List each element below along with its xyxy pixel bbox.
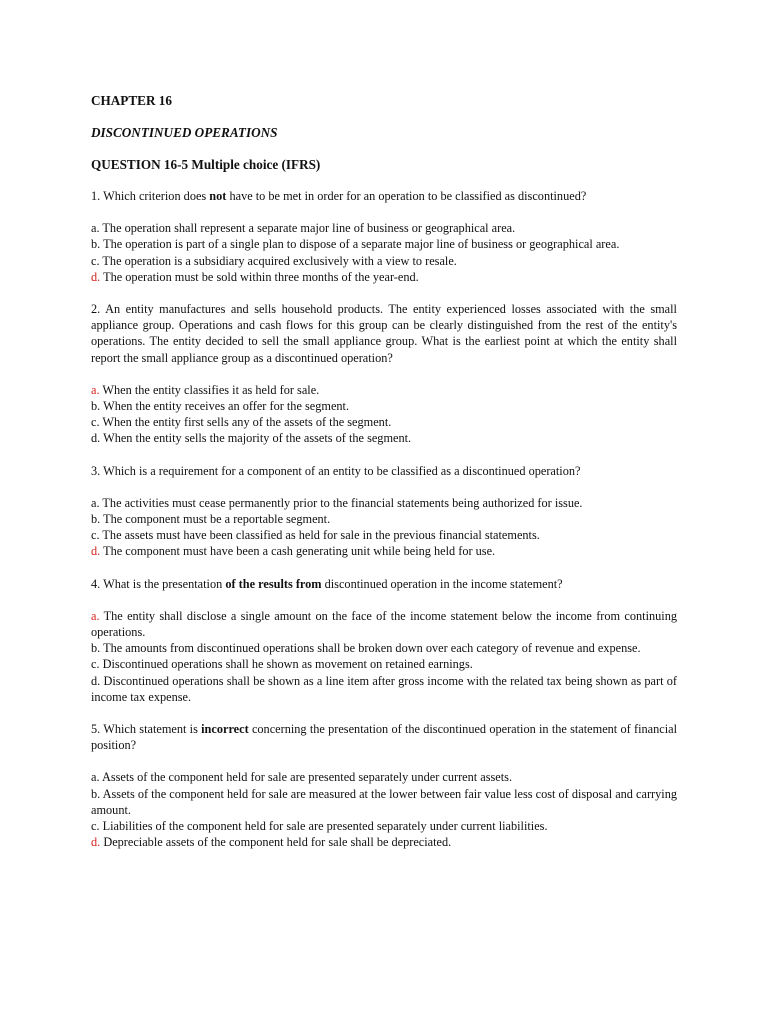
question-text: Which criterion does [103, 189, 210, 203]
option-letter: c. [91, 253, 100, 268]
option-letter: a. [91, 495, 100, 510]
option-text: Discontinued operations shall be shown as a line item after gross income with the related tax being shown as part of income tax expense. [91, 673, 678, 704]
question-1 [91, 188, 677, 285]
question-3 [91, 463, 677, 560]
option-text: When the entity sells the majority of the assets of the segment. [103, 431, 412, 446]
option-text: Assets of the component held for sale are presented separately under current assets. [101, 770, 513, 785]
question-text: Which is a requirement for a component of an entity to be classified as a discontinued operation? [103, 463, 581, 478]
question-stem [91, 576, 677, 592]
option-letter: c. [91, 819, 100, 834]
option-text: When the entity receives an offer for the segment. [103, 399, 350, 414]
option-letter: d. [91, 673, 101, 688]
question-list [91, 188, 677, 851]
answer-option [91, 430, 677, 446]
option-letter: a. [91, 221, 100, 236]
option-text: The component must be a reportable segment. [103, 512, 331, 527]
answer-option [91, 543, 677, 559]
option-text: The entity shall disclose a single amount on the face of the income statement below the income from continuing operations. [91, 608, 678, 640]
option-text: Discontinued operations shall he shown as movement on retained earnings. [102, 657, 473, 672]
option-letter: d. [91, 269, 101, 284]
question-set-heading: QUESTION 16-5 Multiple choice (IFRS) [91, 157, 321, 172]
answer-option [91, 253, 677, 269]
answer-option [91, 495, 677, 511]
question-stem [91, 188, 677, 204]
option-letter: c. [91, 528, 100, 543]
option-text: The activities must cease permanently prior to the financial statements being authorized for issue. [102, 495, 583, 510]
chapter-heading: CHAPTER 16 [91, 93, 172, 108]
question-text: What is the presentation [103, 576, 226, 591]
option-letter: b. [91, 512, 101, 527]
answer-option [91, 786, 677, 818]
option-text: When the entity classifies it as held for sale. [102, 382, 320, 397]
option-letter: d. [91, 431, 101, 446]
question-number: 4. [91, 576, 101, 591]
option-text: The operation is part of a single plan to dispose of a separate major line of business or geographical area. [103, 237, 620, 252]
option-text: The assets must have been classified as held for sale in the previous financial statements. [102, 528, 540, 543]
question-text: Which statement is [103, 722, 202, 737]
option-letter: b. [91, 641, 101, 656]
option-letter: b. [91, 399, 101, 414]
answer-option [91, 236, 677, 252]
answer-option [91, 382, 677, 398]
option-letter: a. [91, 382, 100, 397]
option-letter: a. [91, 770, 100, 785]
option-text: Assets of the component held for sale are measured at the lower between fair value less cost of disposal and carrying amount. [91, 786, 677, 817]
question-number: 3. [91, 463, 101, 478]
question-text-end: concerning the presentation of the discontinued operation in the statement of financial position? [91, 722, 677, 753]
question-stem [91, 301, 677, 366]
answer-option [91, 398, 677, 414]
question-emphasis: incorrect [201, 722, 249, 737]
question-stem [91, 463, 677, 479]
question-emphasis: not [209, 189, 227, 203]
answer-option [91, 640, 677, 656]
answer-option [91, 269, 677, 285]
option-letter: d. [91, 544, 101, 559]
option-text: The component must have been a cash generating unit while being held for use. [103, 544, 496, 559]
question-text-end: have to be met in order for an operation to be classified as discontinued? [226, 189, 587, 203]
option-letter: c. [91, 657, 100, 672]
option-text: The operation shall represent a separate major line of business or geographical area. [102, 221, 516, 236]
question-4 [91, 576, 677, 705]
option-text: Depreciable assets of the component held for sale shall be depreciated. [103, 835, 452, 850]
option-letter: a. [91, 608, 100, 623]
option-text: The operation must be sold within three months of the year-end. [103, 269, 419, 284]
answer-option [91, 414, 677, 430]
answer-option [91, 769, 677, 785]
option-text: When the entity first sells any of the assets of the segment. [102, 415, 392, 430]
question-emphasis: of the results from [225, 576, 322, 591]
option-letter: b. [91, 237, 101, 252]
option-letter: b. [91, 786, 101, 801]
question-5 [91, 721, 677, 850]
option-letter: d. [91, 835, 101, 850]
answer-option [91, 673, 677, 705]
document-page [91, 92, 677, 867]
answer-option [91, 511, 677, 527]
answer-option [91, 656, 677, 672]
question-stem [91, 721, 677, 753]
option-letter: c. [91, 415, 100, 430]
section-heading: DISCONTINUED OPERATIONS [91, 125, 278, 140]
answer-option [91, 220, 677, 236]
question-number: 2. [91, 302, 101, 317]
option-text: The amounts from discontinued operations shall be broken down over each category of revenue and expense. [103, 641, 641, 656]
question-number: 5. [91, 722, 101, 737]
answer-option [91, 834, 677, 850]
option-text: Liabilities of the component held for sale are presented separately under current liabilities. [102, 819, 548, 834]
question-text: An entity manufactures and sells household products. The entity experienced losses associated with the small appliance group. Operations and cash flows for this group can be clearly distinguished from the rest of the entity's operations. The entity decided to sell the small appliance group. What is the earliest point at which the entity shall report the small appliance group as a discontinued operation? [91, 302, 677, 365]
answer-option [91, 527, 677, 543]
question-text-end: discontinued operation in the income statement? [321, 576, 563, 591]
answer-option [91, 608, 677, 640]
question-2 [91, 301, 677, 447]
option-text: The operation is a subsidiary acquired exclusively with a view to resale. [102, 253, 457, 268]
question-number: 1. [91, 189, 101, 203]
answer-option [91, 818, 677, 834]
